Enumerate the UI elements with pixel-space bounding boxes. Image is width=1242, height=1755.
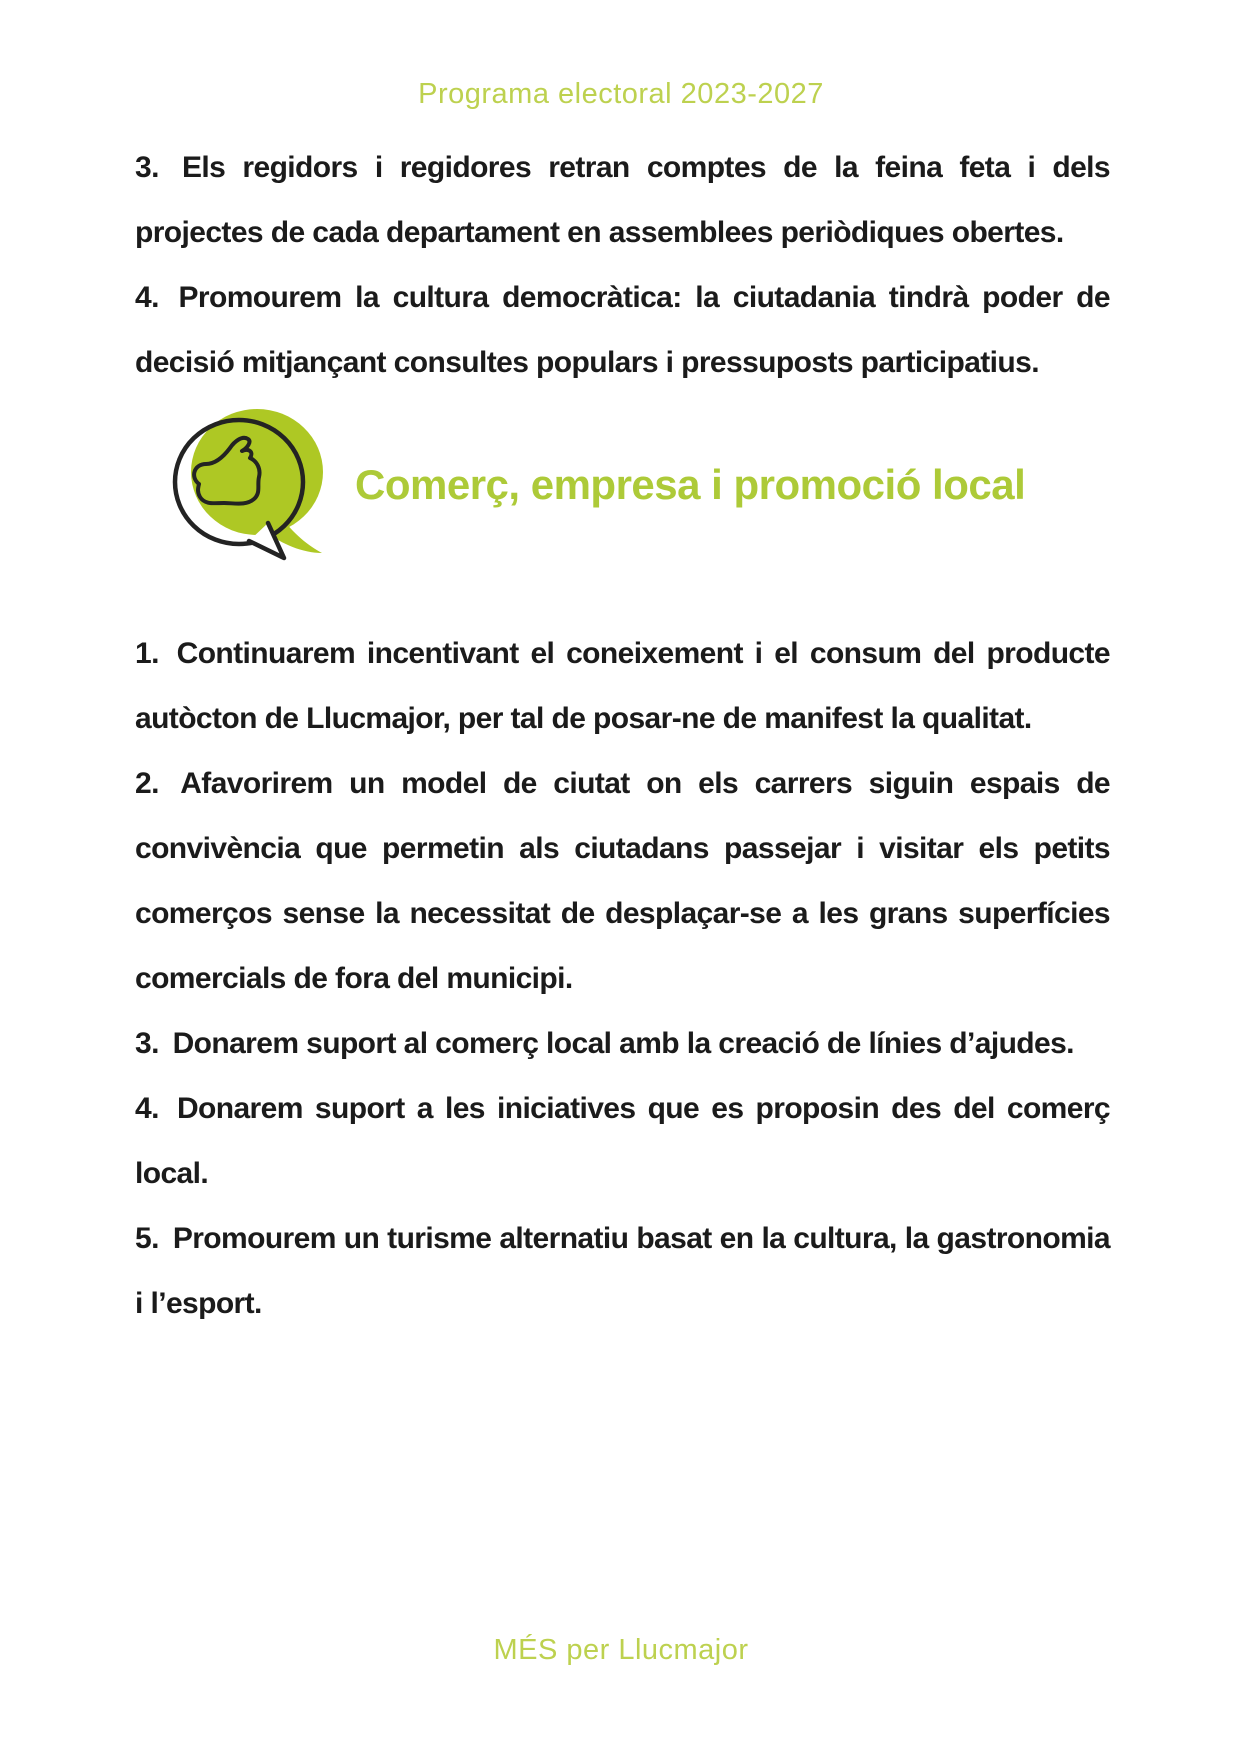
item-text: Afavorirem un model de ciutat on els carrers siguin espais de convivència que permetin als ciutadans passejar i visitar els petits comerços sense la necessitat de desplaçar-se a les grans superfícies comercials de fora del municipi.: [135, 767, 1111, 995]
section-header: [135, 405, 1110, 565]
item-number: 3.: [135, 1027, 159, 1060]
section-title: Comerç, empresa i promoció local: [355, 461, 1026, 508]
document-footer-text: MÉS per Llucmajor: [493, 1634, 749, 1666]
section-item-4: [135, 1076, 1110, 1206]
item-number: 4.: [135, 1092, 159, 1125]
section-item-list: [135, 621, 1110, 1336]
section-item-3: [135, 1011, 1110, 1076]
item-text: Els regidors i regidores retran comptes de la feina feta i dels projectes de cada departament en assemblees periòdiques obertes.: [135, 151, 1110, 249]
item-number: 1.: [135, 637, 159, 670]
intro-item-3: [135, 135, 1110, 265]
item-text: Continuarem incentivant el coneixement i el consum del producte autòcton de Llucmajor, per tal de posar-ne de manifest la qualitat.: [135, 637, 1110, 735]
item-text: Donarem suport a les iniciatives que es proposin des del comerç local.: [135, 1092, 1110, 1190]
section-item-5: [135, 1206, 1110, 1336]
speech-bubble-mallorca-icon: [163, 406, 333, 564]
item-number: 3.: [135, 151, 159, 184]
item-text: Promourem la cultura democràtica: la ciutadania tindrà poder de decisió mitjançant consultes populars i pressuposts participatius.: [135, 281, 1110, 379]
document-header-title: Programa electoral 2023-2027: [418, 78, 824, 110]
section-item-1: [135, 621, 1110, 751]
section-item-2: [135, 751, 1110, 1011]
item-text: Promourem un turisme alternatiu basat en la cultura, la gastronomia i l’esport.: [135, 1222, 1110, 1320]
item-number: 5.: [135, 1222, 159, 1255]
intro-item-4: [135, 265, 1110, 395]
item-number: 4.: [135, 281, 159, 314]
document-body: [135, 135, 1110, 1336]
item-number: 2.: [135, 767, 159, 800]
item-text: Donarem suport al comerç local amb la creació de línies d’ajudes.: [172, 1027, 1074, 1060]
